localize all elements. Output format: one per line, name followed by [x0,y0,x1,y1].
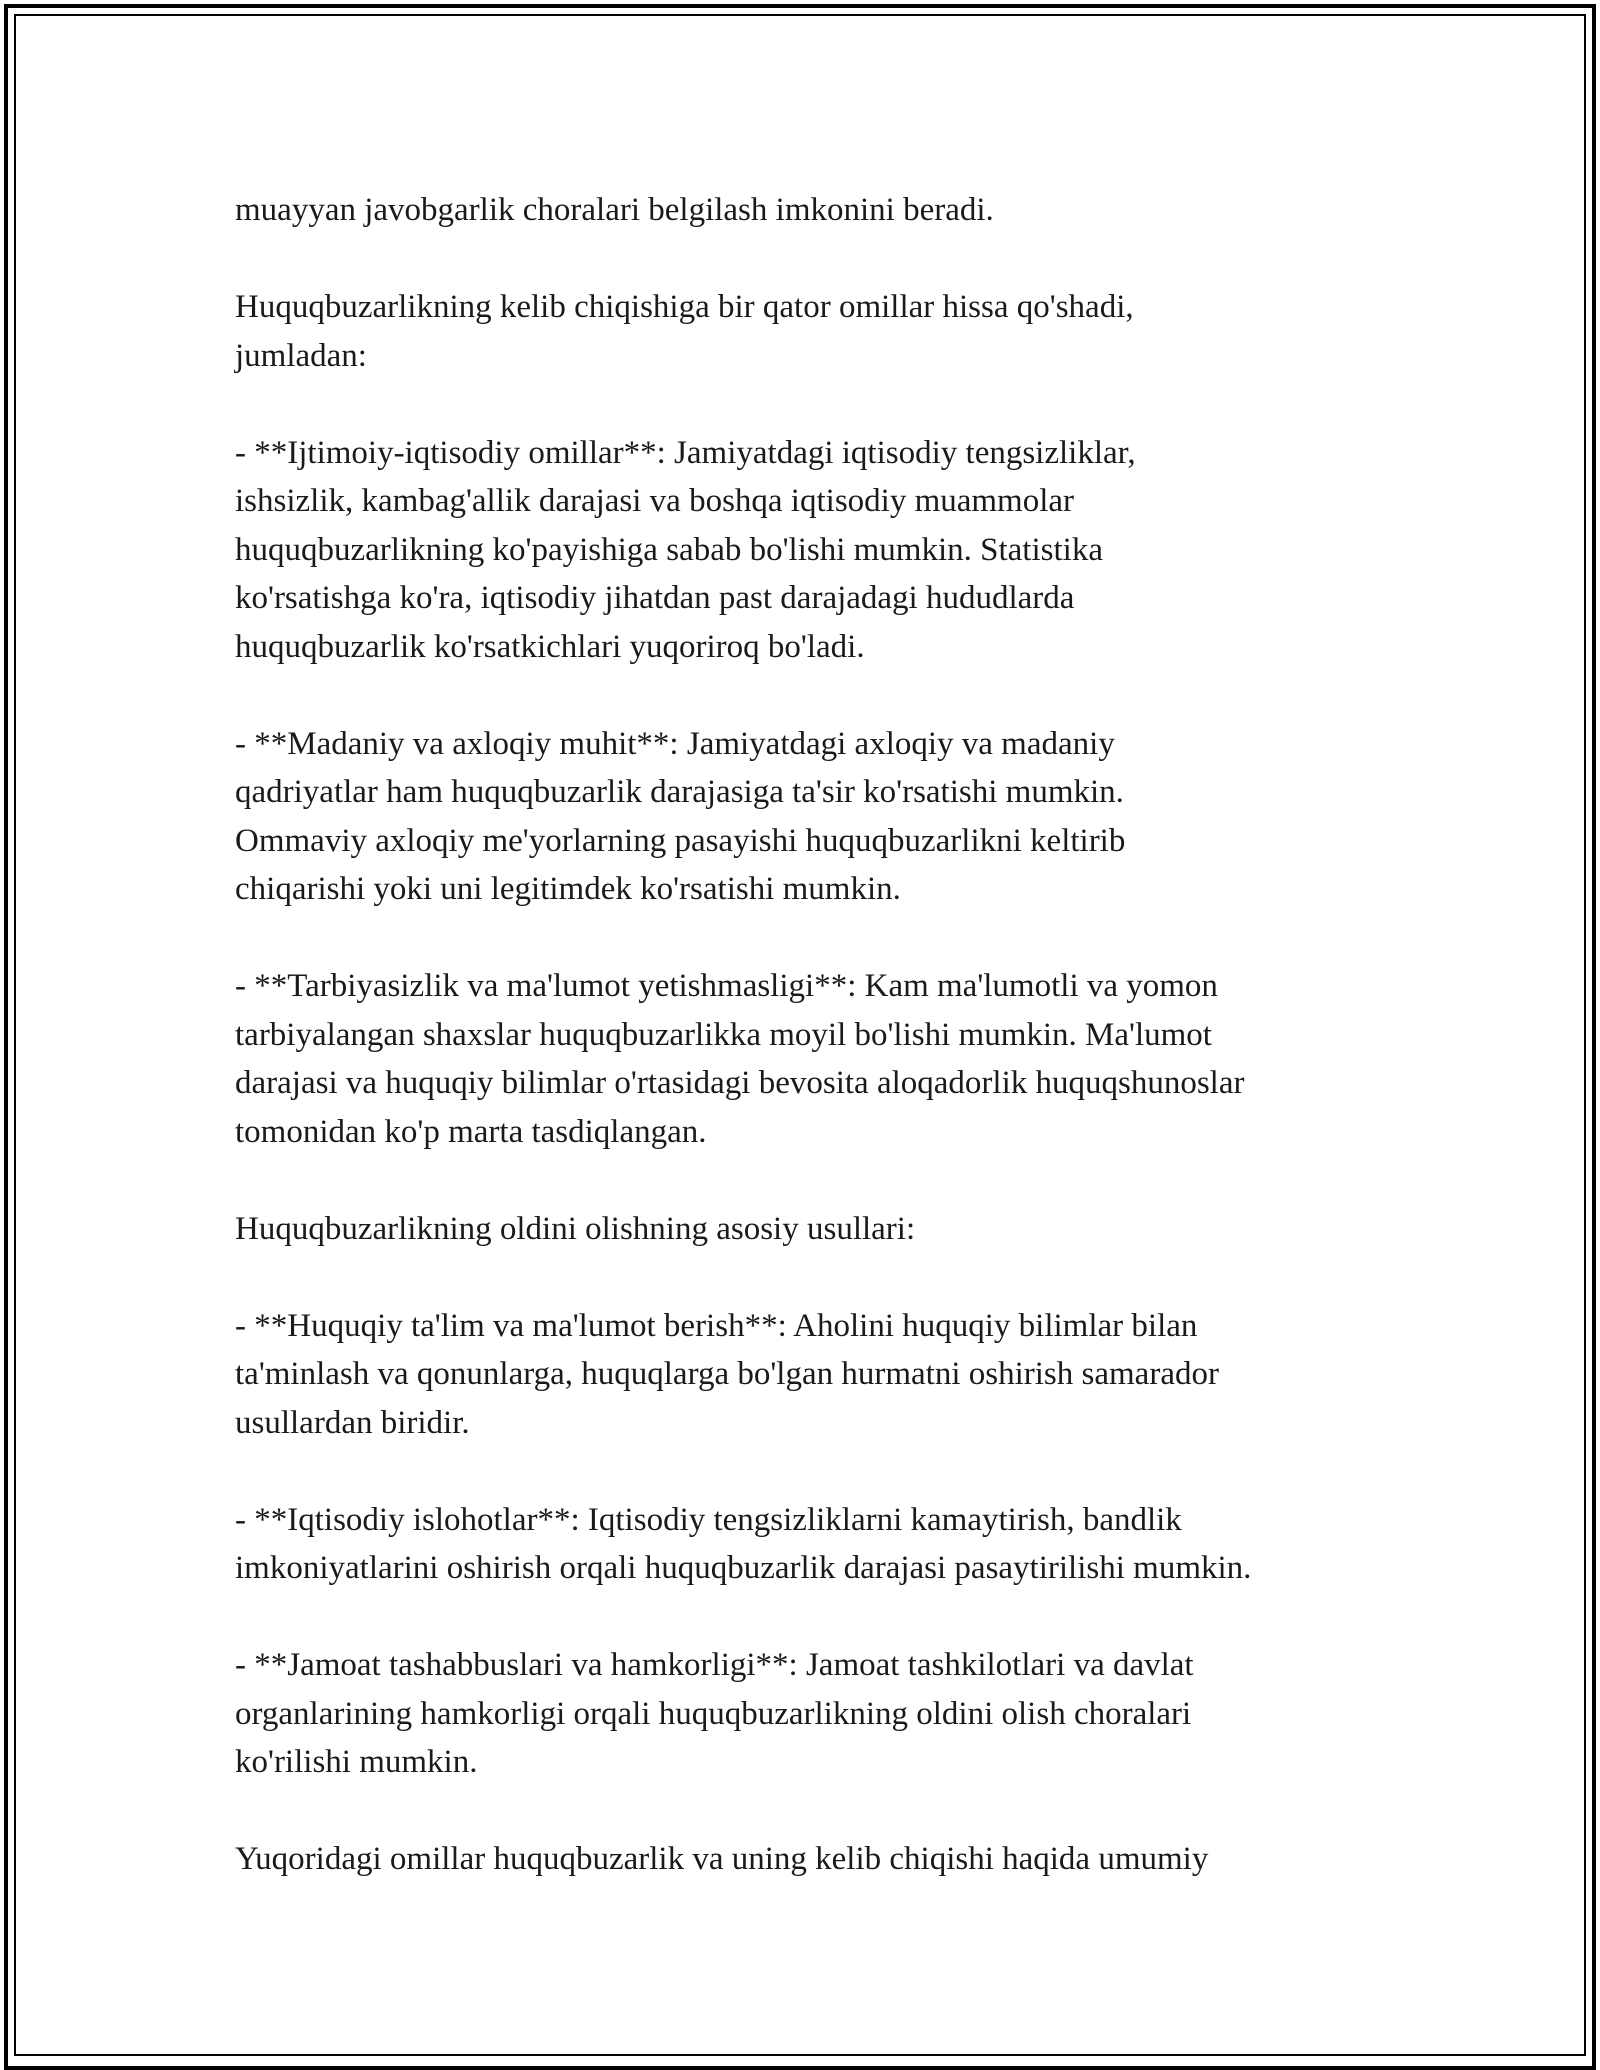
text-line: usullardan biridir. [235,1404,470,1441]
text-line: - **Jamoat tashabbuslari va hamkorligi**: Jamoat tashkilotlari va davlat [235,1647,1194,1683]
text-line: qadriyatlar ham huquqbuzarlik darajasiga ta'sir ko'rsatishi mumkin. [235,774,1124,810]
text-line: darajasi va huquqiy bilimlar o'rtasidagi bevosita aloqadorlik huquqshunoslar [235,1065,1245,1101]
text-line: huquqbuzarlik ko'rsatkichlari yuqoriroq bo'ladi. [235,628,865,665]
paragraph [235,1205,1385,1254]
text-line: Ommaviy axloqiy me'yorlarning pasayishi huquqbuzarlikni keltirib [235,822,1126,859]
paragraph [235,283,1385,380]
text-line: jumladan: [235,337,367,374]
document-body [235,186,1385,1884]
paragraph [235,720,1385,914]
text-line: Yuqoridagi omillar huquqbuzarlik va uning kelib chiqishi haqida umumiy [235,1841,1209,1877]
text-line: - **Tarbiyasizlik va ma'lumot yetishmasligi**: Kam ma'lumotli va yomon [235,968,1218,1004]
text-line: ishsizlik, kambag'allik darajasi va boshqa iqtisodiy muammolar [235,483,1075,519]
paragraph [235,429,1385,672]
text-line: ko'rsatishga ko'ra, iqtisodiy jihatdan past darajadagi hududlarda [235,580,1075,616]
text-line: chiqarishi yoki uni legitimdek ko'rsatishi mumkin. [235,871,901,907]
text-line: organlarining hamkorligi orqali huquqbuzarlikning oldini olish choralari [235,1695,1192,1732]
text-line: huquqbuzarlikning ko'payishiga sabab bo'lishi mumkin. Statistika [235,531,1103,568]
text-line: ta'minlash va qonunlarga, huquqlarga bo'lgan hurmatni oshirish samarador [235,1356,1219,1392]
paragraph [235,1835,1385,1884]
text-line: - **Iqtisodiy islohotlar**: Iqtisodiy tengsizliklarni kamaytirish, bandlik [235,1501,1182,1538]
text-line: muayyan javobgarlik choralari belgilash imkonini beradi. [235,192,994,228]
text-line: Huquqbuzarlikning oldini olishning asosiy usullari: [235,1210,916,1247]
paragraph [235,1496,1385,1593]
text-line: - **Madaniy va axloqiy muhit**: Jamiyatdagi axloqiy va madaniy [235,725,1115,762]
text-line: imkoniyatlarini oshirish orqali huquqbuzarlik darajasi pasaytirilishi mumkin. [235,1550,1252,1586]
text-line: - **Huquqiy ta'lim va ma'lumot berish**: Aholini huquqiy bilimlar bilan [235,1307,1198,1344]
text-line: ko'rilishi mumkin. [235,1744,478,1780]
paragraph [235,1302,1385,1448]
text-line: Huquqbuzarlikning kelib chiqishiga bir qator omillar hissa qo'shadi, [235,289,1134,325]
paragraph [235,1641,1385,1787]
text-line: tomonidan ko'p marta tasdiqlangan. [235,1113,707,1150]
text-line: - **Ijtimoiy-iqtisodiy omillar**: Jamiyatdagi iqtisodiy tengsizliklar, [235,434,1136,471]
text-line: tarbiyalangan shaxslar huquqbuzarlikka moyil bo'lishi mumkin. Ma'lumot [235,1016,1212,1053]
paragraph [235,186,1385,235]
paragraph [235,962,1385,1156]
